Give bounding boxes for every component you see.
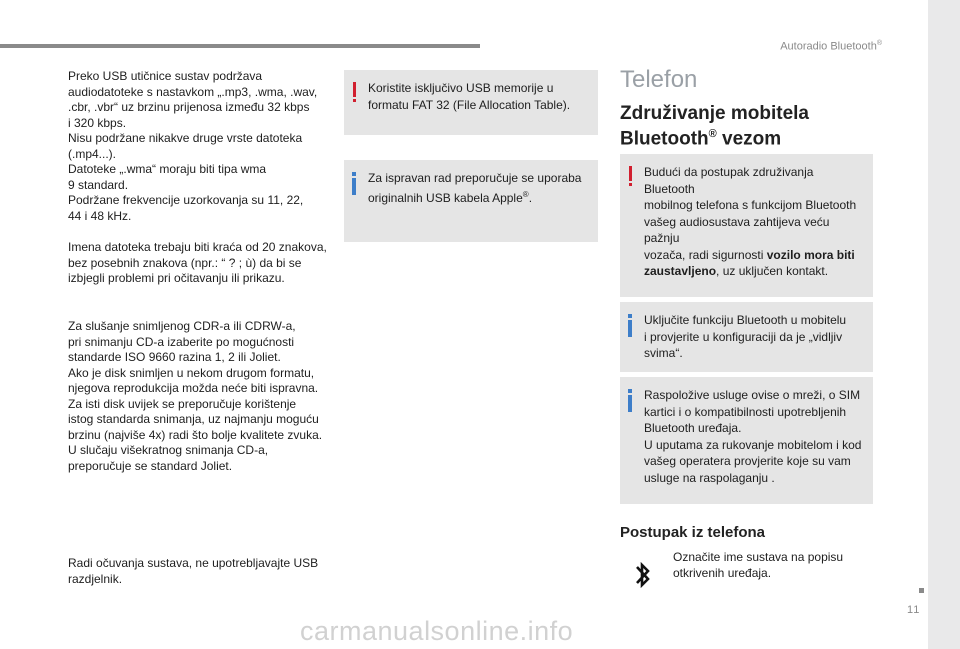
safety-warning-box — [620, 154, 873, 297]
services-info-box — [620, 377, 873, 504]
info-icon — [626, 389, 634, 413]
procedure-step-text: Označite ime sustava na popisu otkrivenih uređaja. — [673, 550, 844, 580]
cd-recording-paragraph: Za slušanje snimljenog CDR-a ili CDRW-a, pri snimanju CD-a izaberite po mogućnosti standarde ISO 9660 razina 1, 2 ili Joliet. Ako je disk snimljen u nekom drugom formatu, njegova reprodukcija možda neće biti ispravna. Za isti disk uvijek se preporučuje korištenje istog standarda snimanja, uz najmanju moguću brzinu (najviše 4x) radi što bolje kvalitete zvuka. U slučaju višekratnog snimanja CD-a, preporučuje se standard Joliet. — [68, 319, 323, 473]
safety-warning-text: Budući da postupak združivanja Bluetooth mobilnog telefona s funkcijom Bluetooth vašeg audiosustava zahtijeva veću pažnju vozača, radi sigurnosti vozilo mora biti zaustavljeno, uz uključen kontakt. — [644, 165, 857, 278]
header-rule — [0, 44, 480, 48]
info-text: Za ispravan rad preporučuje se uporaba originalnih USB kabela Apple®. — [368, 171, 582, 205]
exclamation-icon — [627, 166, 633, 188]
info-icon — [626, 314, 634, 338]
running-header: Autoradio Bluetooth® — [780, 40, 882, 53]
section-title: Telefon — [620, 66, 698, 93]
usb-hub-paragraph: Radi očuvanja sustava, ne upotrebljavajte USB razdjelnik. — [68, 556, 319, 586]
info-icon — [350, 172, 358, 196]
info-text: Uključite funkciju Bluetooth u mobitelu i provjerite u konfiguraciji da je „vidljiv svima“. — [644, 313, 847, 360]
filename-paragraph: Imena datoteka trebaju biti kraća od 20 znakova, bez posebnih znakova (npr.: “ ? ; ù) da bi se izbjegli problemi pri očitavanju ili prikazu. — [68, 240, 327, 285]
procedure-title: Postupak iz telefona — [620, 524, 766, 541]
page-number: 11 — [907, 604, 921, 616]
bluetooth-visible-info-box — [620, 302, 873, 372]
info-text: Raspoložive usluge ovise o mreži, o SIM kartici i o kompatibilnosti upotrebljenih Bluetooth uređaja. U uputama za rukovanje mobitelom i kod vašeg operatera provjerite koje su vam usluge na raspolaganju . — [644, 388, 862, 485]
subsection-title: Združivanje mobitela Bluetooth® vezom — [620, 103, 809, 150]
exclamation-icon — [351, 82, 357, 104]
usb-cable-info-box — [344, 160, 598, 242]
page-marker — [919, 588, 924, 593]
watermark: carmanualsonline.info — [300, 616, 574, 646]
warning-text: Koristite isključivo USB memorije u formatu FAT 32 (File Allocation Table). — [368, 81, 571, 112]
fat32-warning-box — [344, 70, 598, 135]
bluetooth-icon — [633, 558, 653, 592]
usb-formats-paragraph: Preko USB utičnice sustav podržava audiodatoteke s nastavkom „.mp3, .wma, .wav, .cbr, .vbr“ uz brzinu prijenosa između 32 kbps i 320 kbps. Nisu podržane nikakve druge vrste datoteka (.mp4...). Datoteke „.wma“ moraju biti tipa wma 9 standard. Podržane frekvencije uzorkovanja su 11, 22, 44 i 48 kHz. — [68, 69, 318, 223]
page-edge-strip — [928, 0, 960, 649]
